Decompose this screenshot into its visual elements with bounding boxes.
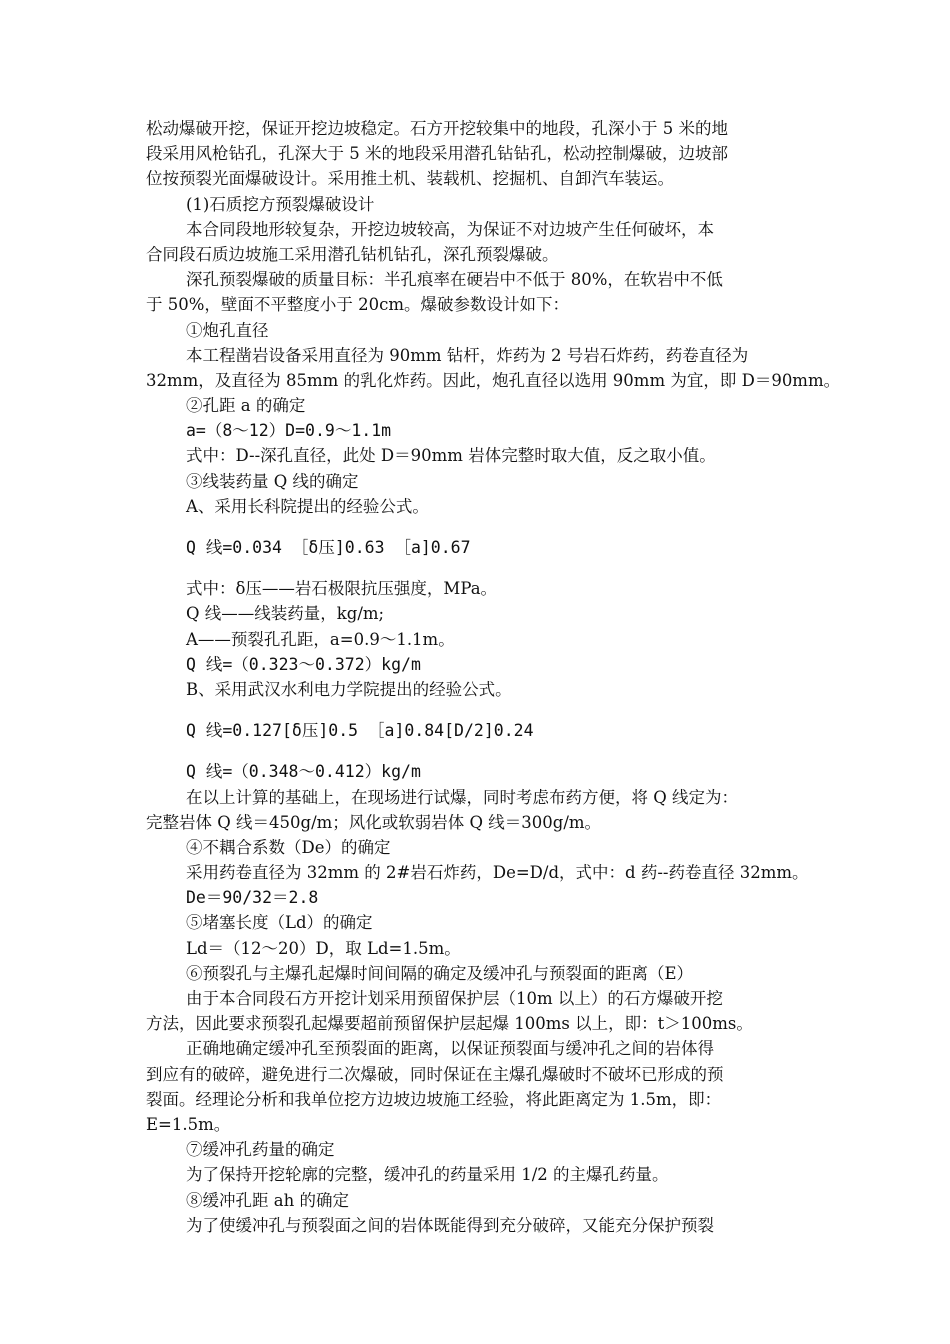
text-line: 式中：δ压——岩石极限抗压强度，MPa。 [186,579,498,599]
text-line: 为了使缓冲孔与预裂面之间的岩体既能得到充分破碎，又能充分保护预裂 [186,1215,714,1235]
text-line: 深孔预裂爆破的质量目标：半孔痕率在硬岩中不低于 80%，在软岩中不低 [186,270,723,290]
formula-line: Q 线=（0.348～0.412）kg/m [186,762,421,782]
spacer [146,560,806,576]
item-heading: ④不耦合系数（De）的确定 [186,837,391,857]
document-body [146,116,841,1238]
spacer [146,743,806,759]
item-heading: ③线装药量 Q 线的确定 [186,471,359,491]
item-heading: ②孔距 a 的确定 [186,396,306,416]
item-heading: ⑧缓冲孔距 ah 的确定 [186,1190,349,1210]
text-line: 到应有的破碎，避免进行二次爆破，同时保证在主爆孔爆破时不破坏已形成的预 [146,1064,724,1084]
formula-line: Q 线=0.127[δ压]0.5 ［a]0.84[D/2]0.24 [186,721,534,741]
text-line: A、采用长科院提出的经验公式。 [186,496,429,516]
text-line: 完整岩体 Q 线＝450g/m；风化或软弱岩体 Q 线＝300g/m。 [146,812,602,832]
text-line: 为了保持开挖轮廓的完整，缓冲孔的药量采用 1/2 的主爆孔药量。 [186,1165,669,1185]
formula-line: Q 线=0.034 ［δ压]0.63 ［a]0.67 [186,538,471,557]
text-line: 本合同段地形较复杂，开挖边坡较高，为保证不对边坡产生任何破坏，本 [186,219,714,239]
item-heading: ⑥预裂孔与主爆孔起爆时间间隔的确定及缓冲孔与预裂面的距离（E） [186,963,694,983]
text-line: 采用药卷直径为 32mm 的 2#岩石炸药，De=D/d，式中：d 药--药卷直径 32mm。 [186,863,809,883]
text-line: 位按预裂光面爆破设计。采用推土机、装载机、挖掘机、自卸汽车装运。 [146,169,674,189]
text-line: 松动爆破开挖，保证开挖边坡稳定。石方开挖较集中的地段，孔深小于 5 米的地 [146,119,728,138]
text-line: E=1.5m。 [146,1114,231,1134]
text-line: 本工程凿岩设备采用直径为 90mm 钻杆，炸药为 2 号岩石炸药，药卷直径为 [186,345,749,365]
text-line: A——预裂孔孔距，a=0.9～1.1m。 [186,629,455,649]
formula-line: Q 线=（0.323～0.372）kg/m [186,654,421,674]
section-heading: (1)石质挖方预裂爆破设计 [186,194,375,214]
spacer [146,519,806,535]
text-line: 32mm，及直径为 85mm 的乳化炸药。因此，炮孔直径以选用 90mm 为宜，即 D＝90mm。 [146,370,841,390]
item-heading: ①炮孔直径 [186,320,269,340]
item-heading: ⑤堵塞长度（Ld）的确定 [186,913,373,933]
formula-line: a=（8～12）D=0.9～1.1m [186,421,392,441]
text-line: 合同段石质边坡施工采用潜孔钻机钻孔，深孔预裂爆破。 [146,244,559,264]
text-line: Ld＝（12～20）D，取 Ld=1.5m。 [186,938,461,958]
text-line: 在以上计算的基础上，在现场进行试爆，同时考虑布药方便，将 Q 线定为： [186,787,739,807]
text-line: 由于本合同段石方开挖计划采用预留保护层（10m 以上）的石方爆破开挖 [186,989,723,1008]
text-line: 式中：D--深孔直径，此处 D＝90mm 岩体完整时取大值，反之取小值。 [186,446,716,466]
text-line: 裂面。经理论分析和我单位挖方边坡边坡施工经验，将此距离定为 1.5m，即： [146,1089,722,1109]
text-line: 正确地确定缓冲孔至预裂面的距离，以保证预裂面与缓冲孔之间的岩体得 [186,1039,714,1059]
text-line: 于 50%，壁面不平整度小于 20cm。爆破参数设计如下： [146,295,570,315]
spacer [146,702,806,718]
text-line: B、采用武汉水利电力学院提出的经验公式。 [186,679,512,699]
text-line: 方法，因此要求预裂孔起爆要超前预留保护层起爆 100ms 以上，即：t＞100ms。 [146,1014,753,1034]
item-heading: ⑦缓冲孔药量的确定 [186,1140,335,1160]
text-line: Q 线——线装药量，kg/m; [186,604,385,624]
text-line: 段采用风枪钻孔，孔深大于 5 米的地段采用潜孔钻钻孔，松动控制爆破，边坡部 [146,144,728,164]
formula-line: De＝90/32＝2.8 [186,888,319,908]
